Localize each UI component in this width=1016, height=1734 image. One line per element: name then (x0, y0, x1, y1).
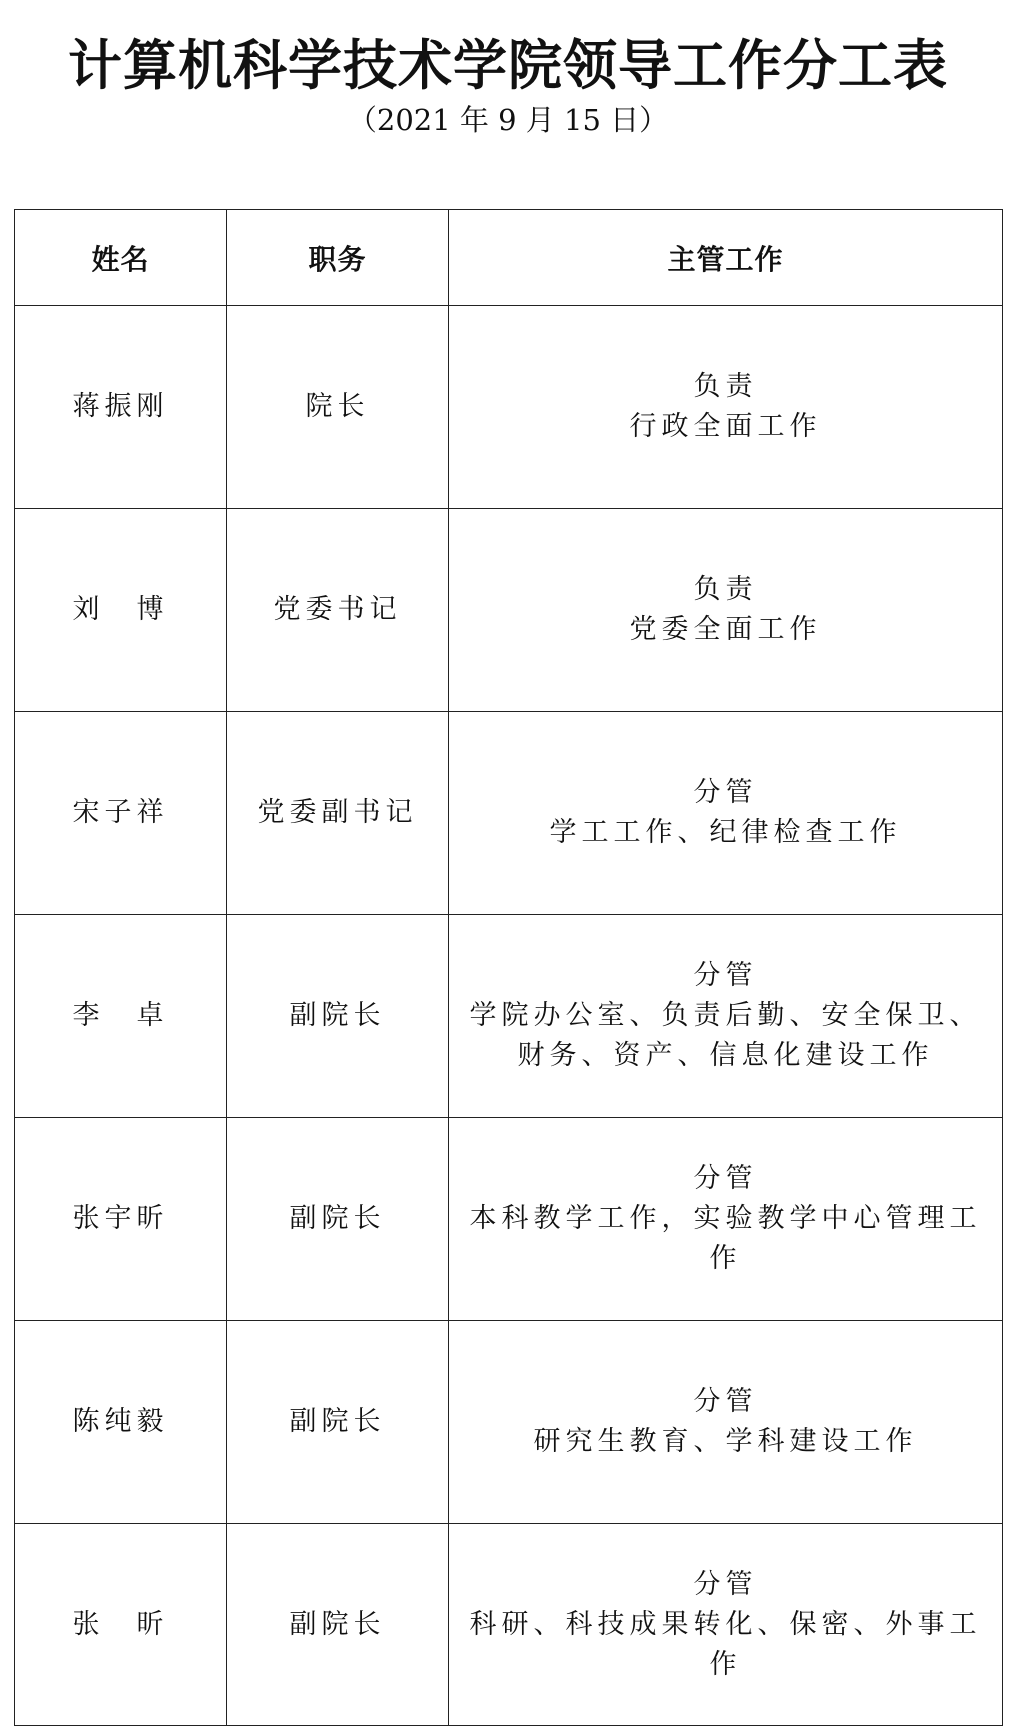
duty-text: 研究生教育、学科建设工作 (533, 1426, 918, 1457)
duty-text: 党委全面工作 (629, 614, 822, 645)
duty-type: 分管 (693, 960, 758, 991)
duty-type: 分管 (693, 1386, 758, 1417)
duty-text: 学工工作、纪律检查工作 (549, 817, 902, 848)
cell-name: 陈纯毅 (15, 1321, 227, 1524)
cell-responsibility (449, 915, 1003, 1118)
cell-name: 宋子祥 (15, 712, 227, 915)
duty-type: 分管 (693, 1568, 758, 1600)
duty-text: 本科教学工作，实验教学中心管理工作 (469, 1203, 982, 1274)
duty-type: 分管 (693, 1163, 758, 1194)
cell-position: 党委书记 (227, 509, 449, 712)
table-row (15, 1321, 1003, 1524)
table-row (15, 1118, 1003, 1321)
document-date: （2021 年 9 月 15 日） (347, 103, 669, 137)
cell-responsibility (449, 306, 1003, 509)
header-position: 职务 (227, 210, 449, 306)
table-row (15, 306, 1003, 509)
duty-text: 行政全面工作 (629, 411, 822, 442)
cell-position: 副院长 (227, 1118, 449, 1321)
cell-position: 副院长 (227, 1321, 449, 1524)
table-row (15, 509, 1003, 712)
cell-responsibility (449, 1524, 1003, 1726)
cell-position: 副院长 (227, 915, 449, 1118)
table-row (15, 712, 1003, 915)
table-row (15, 915, 1003, 1118)
leadership-duty-table (14, 209, 1003, 1726)
duty-text: 学院办公室、负责后勤、安全保卫、财务、资产、信息化建设工作 (469, 1000, 982, 1071)
cell-responsibility (449, 1118, 1003, 1321)
header-responsibility: 主管工作 (449, 210, 1003, 306)
page-title: 计算机科学技术学院领导工作分工表 (68, 34, 948, 97)
cell-name: 张宇昕 (15, 1118, 227, 1321)
table-header-row (15, 210, 1003, 306)
cell-name: 李 卓 (15, 915, 227, 1118)
cell-responsibility (449, 509, 1003, 712)
duty-type: 分管 (693, 777, 758, 808)
cell-position: 副院长 (227, 1524, 449, 1726)
table-row (15, 1524, 1003, 1726)
cell-position: 党委副书记 (227, 712, 449, 915)
cell-responsibility (449, 712, 1003, 915)
cell-position: 院长 (227, 306, 449, 509)
cell-name: 蒋振刚 (15, 306, 227, 509)
duty-type: 负责 (693, 371, 758, 402)
duty-type: 负责 (693, 574, 758, 605)
cell-name: 刘 博 (15, 509, 227, 712)
cell-name: 张 昕 (15, 1524, 227, 1726)
header-name: 姓名 (15, 210, 227, 306)
cell-responsibility (449, 1321, 1003, 1524)
duty-text: 科研、科技成果转化、保密、外事工作 (469, 1608, 982, 1680)
